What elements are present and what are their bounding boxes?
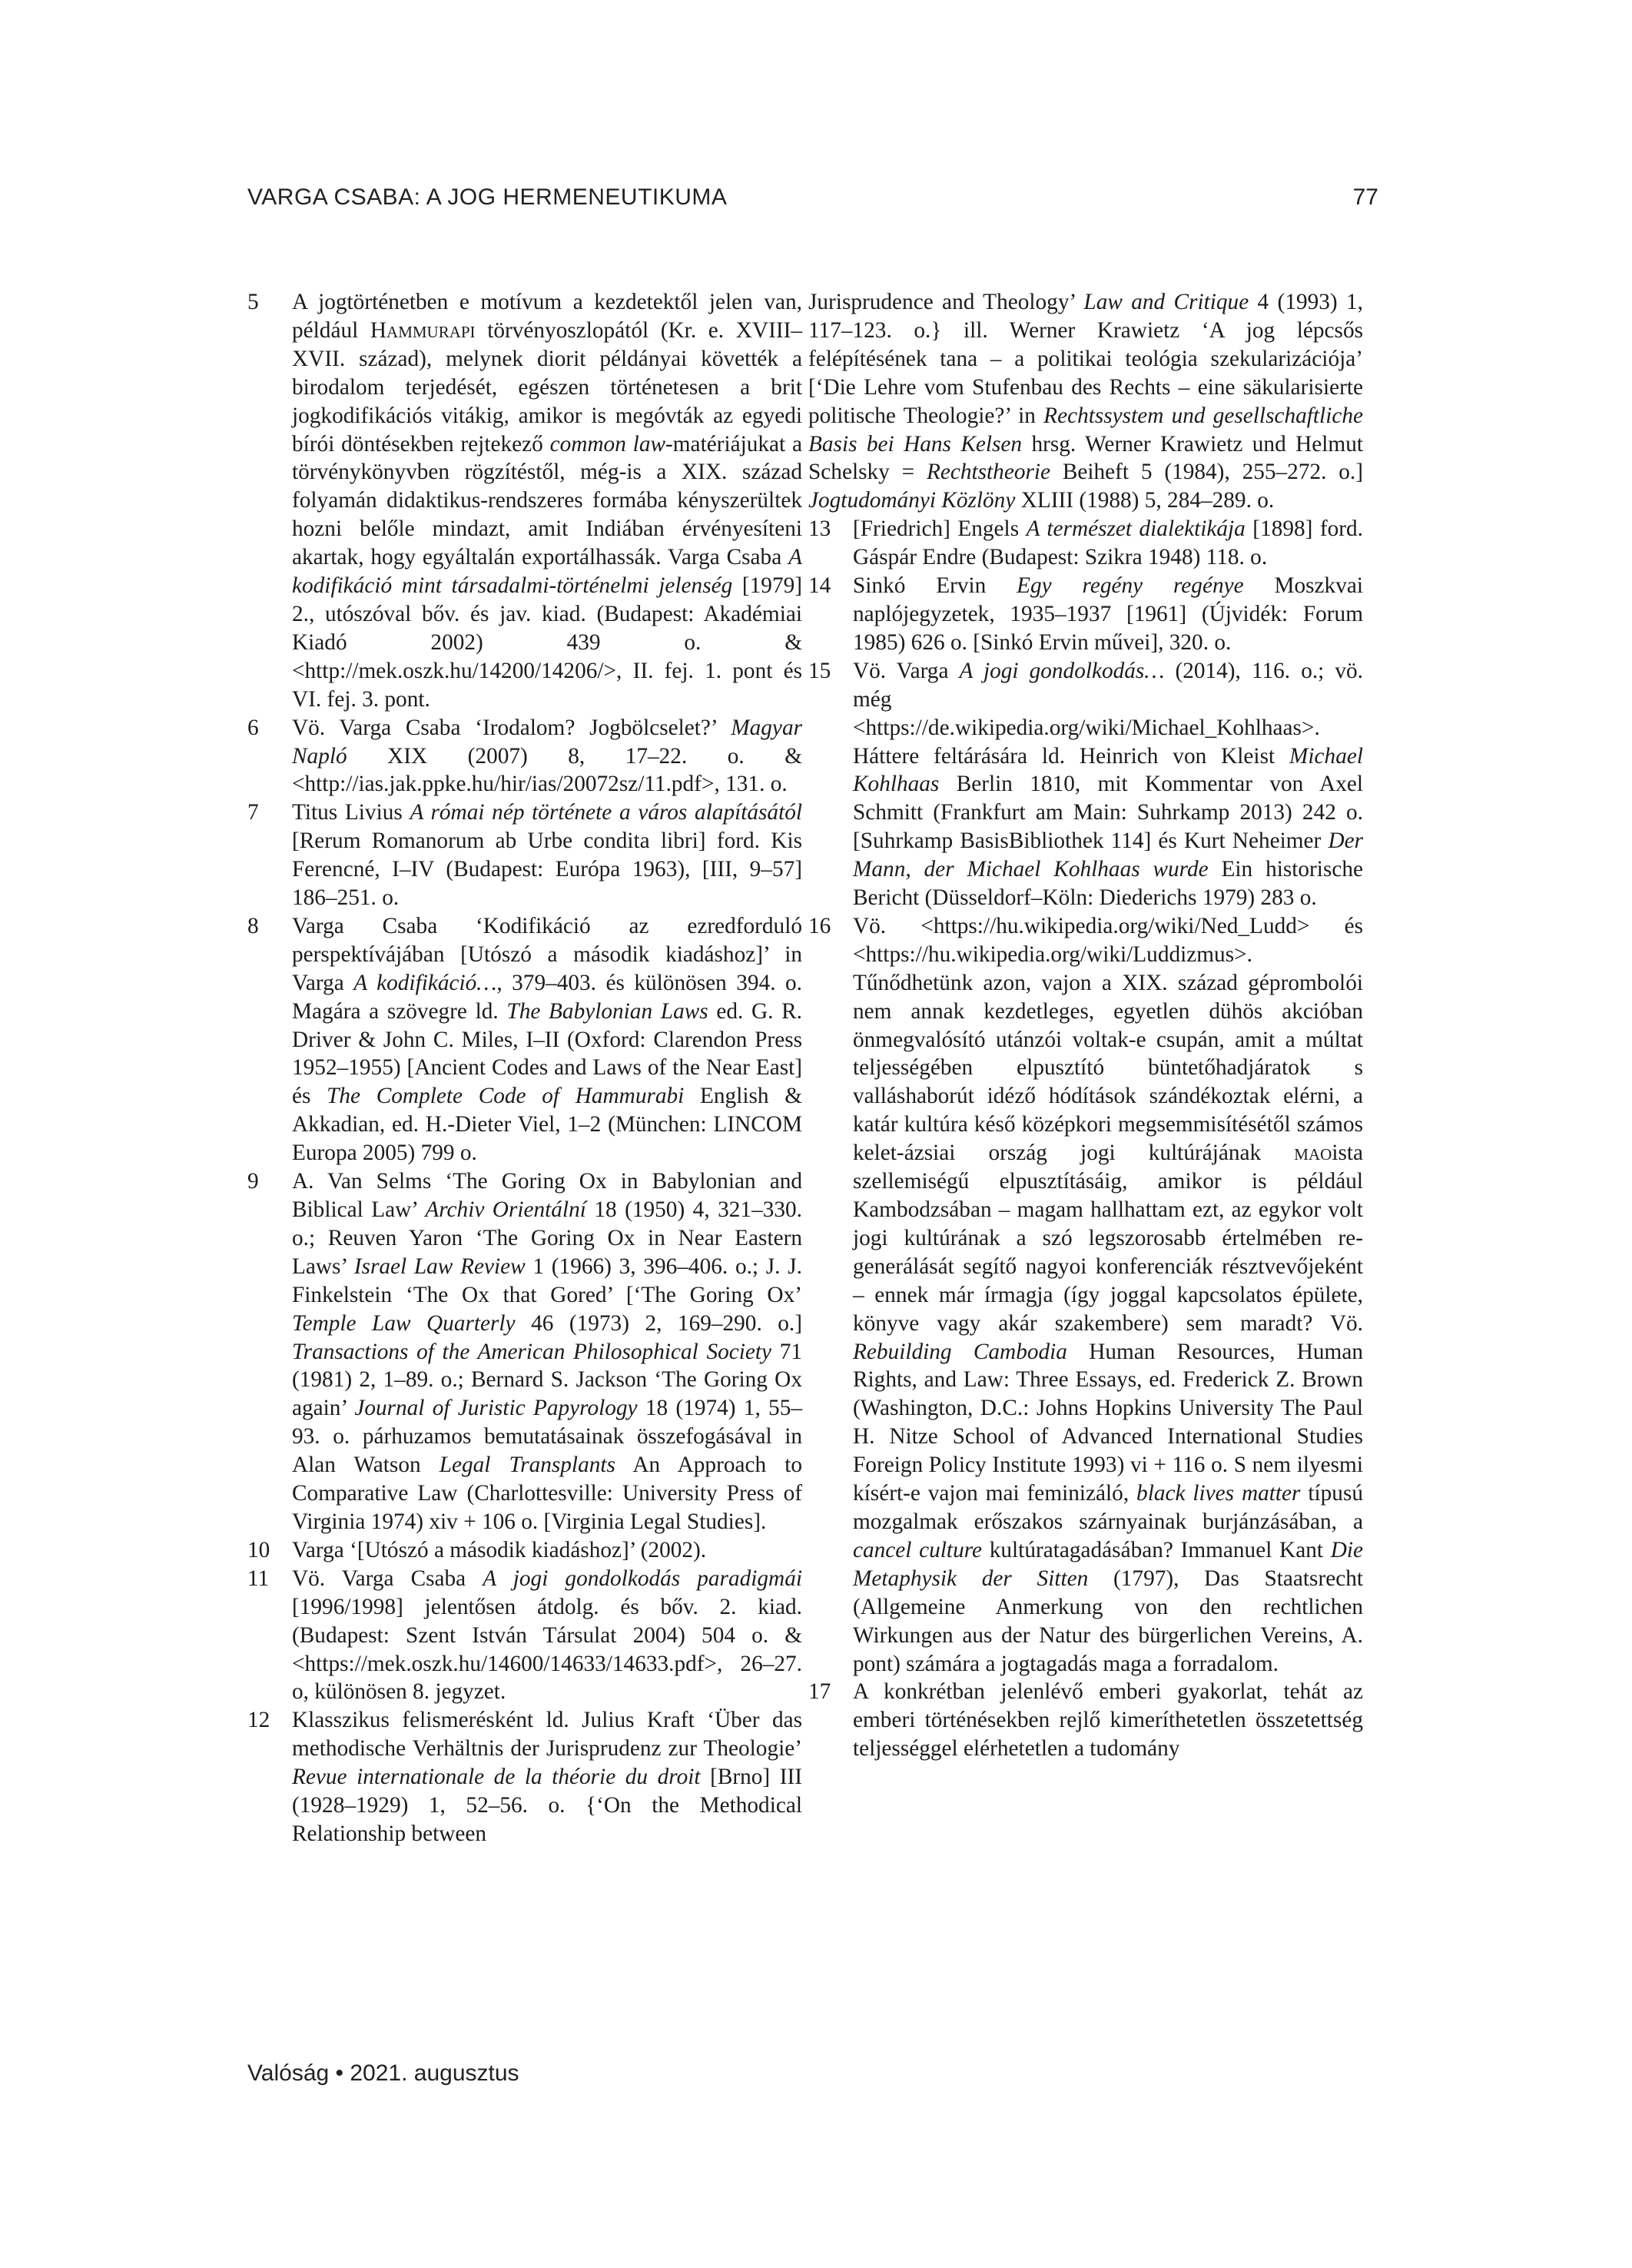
text-run: Vö. Varga xyxy=(853,658,960,683)
text-run: 18 (1974) 1, 55–93. o. párhuzamos bemutatásainak összefogásával in Alan Watson xyxy=(292,1396,803,1478)
italic-title: Temple Law Quarterly xyxy=(292,1310,516,1336)
text-run: Human Resources, Human Rights, and Law: Three Essays, ed. Frederick Z. Brown (Washington, D.C.: Johns Hopkins University The Paul H. Nitze School of Advanced International Studies Foreign Policy Institute 1993) vi + 116 o. S nem ilyesmi kísért-e vajon mai feminizáló, xyxy=(853,1339,1363,1506)
footnote-number: 9 xyxy=(247,1169,259,1194)
text-run: Vö. <https://hu.wikipedia.org/wiki/Ned_Ludd> és <https://hu.wikipedia.org/wiki/Luddizmus>. Tűnődhetünk azon, vajon a XIX. század géprombolói nem annak kezdetleges, egyetlen dühös akcióban önmegvalósító utánzói voltak-e csupán, amit a múltat teljességében elpusztító büntetőhadjáratok s valláshaborút idéző hódítások szándékoztak elérni, a katár kultúra késő középkori megsemmisítésétől számos kelet-ázsiai ország jogi kultúrájának xyxy=(853,913,1363,1166)
text-run: Moszkvai naplójegyzetek, 1935–1937 [1961] (Újvidék: Forum 1985) 626 o. [Sinkó Ervin művei], 320. o. xyxy=(853,573,1363,655)
text-run: [1979] 2., utószóval bőv. és jav. kiad. (Budapest: Akadémiai Kiadó 2002) 439 o. & <http://mek.oszk.hu/14200/14206/>, II. fej. 1. pont és VI. fej. 3. pont. xyxy=(292,573,802,712)
italic-title: Jogtudományi Közlöny xyxy=(808,488,1016,513)
italic-title: Rechtstheorie xyxy=(926,460,1051,485)
italic-title: A természet dialektikája xyxy=(1026,516,1246,542)
text-run: XLIII (1988) 5, 284–289. o. xyxy=(1015,488,1275,513)
italic-title: Law and Critique xyxy=(1083,290,1249,314)
text-run: [Friedrich] Engels xyxy=(853,516,1027,542)
text-run: 18 (1950) 4, 321–330. o.; Reuven Yaron ‘The Goring Ox in Near Eastern Laws’ xyxy=(292,1197,802,1279)
italic-title: A kodifikáció mint társadalmi-történelmi jelenség xyxy=(292,545,802,599)
italic-title: Archiv Orientální xyxy=(425,1197,586,1222)
footnotes-right-column xyxy=(808,288,1363,1763)
footnote-number: 5 xyxy=(247,290,259,314)
footnote-16 xyxy=(808,912,1363,1678)
footnote-number: 16 xyxy=(808,913,831,938)
italic-title: Israel Law Review xyxy=(353,1254,526,1279)
footnote-12 xyxy=(247,1706,802,1848)
footnote-number: 17 xyxy=(808,1679,831,1705)
text-run: 71 (1981) 2, 1–89. o.; Bernard S. Jackson ‘The Goring Ox again’ xyxy=(292,1339,802,1421)
text-run: kultúratagadásában? Immanuel Kant xyxy=(982,1537,1331,1562)
text-run: Berlin 1810, mit Kommentar von Axel Schmitt (Frankfurt am Main: Suhrkamp 2013) 242 o. [Suhrkamp BasisBibliothek 114] és Kurt Neheimer xyxy=(853,772,1363,854)
text-run: [Rerum Romanorum ab Urbe condita libri] ford. Kis Ferencné, I–IV (Budapest: Európa 1963), [III, 9–57] 186–251. o. xyxy=(292,829,802,911)
text-run: (2014), 116. o.; vö. még <https://de.wikipedia.org/wiki/Michael_Kohlhaas>. Háttere feltárására ld. Heinrich von Kleist xyxy=(853,658,1363,769)
page-footer: Valóság • 2021. augusztus xyxy=(247,2060,519,2086)
italic-title: A jogi gondolkodás paradigmái xyxy=(483,1566,802,1591)
small-caps-text: mao xyxy=(1294,1141,1332,1166)
text-run: Klasszikus felismerésként ld. Julius Kraft ‘Über das methodische Verhältnis der Jurisprudenz zur Theologie’ xyxy=(292,1708,802,1762)
text-run: XIX (2007) 8, 17–22. o. & <http://ias.jak.ppke.hu/hir/ias/20072sz/11.pdf>, 131. o. xyxy=(292,743,802,797)
italic-title: Transactions of the American Philosophical Society xyxy=(292,1339,772,1364)
italic-title: A jogi gondolkodás… xyxy=(959,658,1165,683)
footnote-17 xyxy=(808,1678,1363,1763)
footnote-number: 15 xyxy=(808,658,831,683)
text-run: A jogtörténetben e motívum a kezdetektől jelen van, például xyxy=(292,290,802,343)
text-run: hrsg. Werner Krawietz und Helmut Schelsky = xyxy=(808,431,1363,485)
italic-title: Der Mann, der Michael Kohlhaas wurde xyxy=(853,829,1363,882)
text-run: Varga Csaba ‘Kodifikáció az ezredforduló perspektívájában [Utószó a második kiadáshoz]’ in Varga xyxy=(292,913,802,995)
italic-title: The Complete Code of Hammurabi xyxy=(327,1084,685,1109)
text-run: Jurisprudence and Theology’ xyxy=(808,290,1084,314)
text-run: Beiheft 5 (1984), 255–272. o.] xyxy=(1050,460,1363,485)
footnote-5 xyxy=(247,288,802,714)
small-caps-text: Hammurapi xyxy=(370,317,476,343)
italic-title: Journal of Juristic Papyrology xyxy=(354,1396,638,1421)
text-run: 1 (1966) 3, 396–406. o.; J. J. Finkelstein ‘The Ox that Gored’ [‘The Goring Ox’ xyxy=(292,1254,802,1307)
text-run: Varga ‘[Utószó a második kiadáshoz]’ (2002). xyxy=(292,1537,707,1562)
text-run: törvényoszlopától (Kr. e. XVIII–XVII. század), melynek diorit példányai követték a birodalom terjedését, egészen történetesen a brit jogkodifikációs vitákig, amikor is megóvták az egyedi bírói döntésekben rejtekező xyxy=(292,317,802,457)
text-run: Vö. Varga Csaba xyxy=(292,1566,483,1591)
footnotes-left-column xyxy=(247,288,802,1848)
footnote-11 xyxy=(247,1565,802,1707)
italic-title: Magyar Napló xyxy=(292,715,802,769)
text-run: 46 (1973) 2, 169–290. o.] xyxy=(515,1310,803,1336)
italic-title: Legal Transplants xyxy=(439,1453,615,1478)
text-run: ed. G. R. Driver & John C. Miles, I–II (Oxford: Clarendon Press 1952–1955) [Ancient Codes and Laws of the Near East] és xyxy=(292,998,803,1109)
footnote-12-continuation xyxy=(808,288,1363,515)
footnote-15 xyxy=(808,657,1363,912)
italic-title: Egy regény regénye xyxy=(1017,573,1244,599)
text-run: Ein historische Bericht (Düsseldorf–Köln: Diederichs 1979) 283 o. xyxy=(853,857,1363,911)
italic-title: Rechtssystem und gesellschaftliche Basis bei Hans Kelsen xyxy=(808,403,1363,457)
text-run: ista szellemiségű elpusztításáig, amikor is például Kambodzsában – magam hallhattam ezt, az egykor volt jogi kultúrának a szó legszorosabb értelmében re-generálását segítő nagyoi konferenciák résztvevőjeként – ennek már írmagja (így joggal kapcsolatos épülete, könyve vagy akár szakembere) sem maradt? Vö. xyxy=(853,1141,1363,1336)
text-run: Titus Livius xyxy=(292,800,410,825)
footnote-number: 13 xyxy=(808,516,831,542)
footnote-8 xyxy=(247,912,802,1167)
text-run: típusú mozgalmak erőszakos szárnyainak burjánzásában, a xyxy=(853,1481,1363,1534)
italic-title: A római nép története a város alapításától xyxy=(410,800,803,825)
footnote-number: 11 xyxy=(247,1566,270,1591)
italic-title: cancel culture xyxy=(853,1537,983,1562)
page-number: 77 xyxy=(1352,184,1378,210)
footnote-9 xyxy=(247,1167,802,1536)
text-run: [1996/1998] jelentősen átdolg. és bőv. 2. kiad. (Budapest: Szent István Társulat 2004) 504 o. & <https://mek.oszk.hu/14600/14633/14633.pdf>, 26–27. o, különösen 8. jegyzet. xyxy=(292,1594,802,1705)
footnote-14 xyxy=(808,572,1363,657)
text-run: English & Akkadian, ed. H.-Dieter Viel, 1–2 (München: LINCOM Europa 2005) 799 o. xyxy=(292,1084,802,1166)
text-run: (1797), Das Staatsrecht (Allgemeine Anmerkung von den rechtlichen Wirkungen aus der Natur des bürgerlichen Vereins, A. pont) számára a jogtagadás maga a forradalom. xyxy=(853,1566,1363,1676)
text-run: A. Van Selms ‘The Goring Ox in Babylonian and Biblical Law’ xyxy=(292,1169,802,1222)
footnote-number: 8 xyxy=(247,913,259,938)
text-run: [Brno] III (1928–1929) 1, 52–56. o. {‘On the Methodical Relationship between xyxy=(292,1765,803,1846)
italic-title: Michael Kohlhaas xyxy=(853,743,1363,797)
italic-title: black lives matter xyxy=(1136,1481,1301,1506)
text-run: Sinkó Ervin xyxy=(853,573,1017,599)
footnote-number: 12 xyxy=(247,1708,270,1733)
text-run: -matériájukat a törvénykönyvben rögzítéstől, még-is a XIX. század folyamán didaktikus-rendszeres formába kényszerültek hozni belőle mindazt, amit Indiában érvényesíteni akartak, hogy egyáltalán exportálhassák. Varga Csaba xyxy=(292,431,803,570)
footnote-10 xyxy=(247,1536,802,1565)
text-run: An Approach to Comparative Law (Charlottesville: University Press of Virginia 1974) xiv + 106 o. [Virginia Legal Studies]. xyxy=(292,1453,802,1534)
text-run: , 379–403. és különösen 394. o. Magára a szövegre ld. xyxy=(292,970,803,1024)
text-run: [1898] ford. Gáspár Endre (Budapest: Szikra 1948) 118. o. xyxy=(853,516,1363,570)
footnote-13 xyxy=(808,515,1363,572)
italic-title: Rebuilding Cambodia xyxy=(853,1339,1067,1364)
italic-title: The Babylonian Laws xyxy=(506,998,708,1024)
footnote-7 xyxy=(247,799,802,912)
italic-title: common law xyxy=(549,431,666,457)
italic-title: A kodifikáció… xyxy=(353,970,497,995)
text-run: 4 (1993) 1, 117–123. o.} ill. Werner Krawietz ‘A jog lépcsős felépítésének tana – a politikai teológia szekularizációja’ [‘Die Lehre vom Stufenbau des Rechts – eine säkularisierte politische Theologie?’ in xyxy=(808,290,1363,428)
running-header-title: VARGA CSABA: A JOG HERMENEUTIKUMA xyxy=(247,184,728,210)
footnote-number: 6 xyxy=(247,715,259,740)
footnote-number: 10 xyxy=(247,1537,270,1562)
text-run: A konkrétban jelenlévő emberi gyakorlat, tehát az emberi történésekben rejlő kimeríthetetlen összetettség teljességgel elérhetetlen a tudomány xyxy=(853,1679,1363,1762)
italic-title: Die Metaphysik der Sitten xyxy=(853,1537,1363,1591)
footnote-6 xyxy=(247,714,802,799)
footnote-number: 7 xyxy=(247,800,259,825)
text-run: Vö. Varga Csaba ‘Irodalom? Jogbölcselet?’ xyxy=(292,715,731,740)
italic-title: Revue internationale de la théorie du droit xyxy=(292,1765,701,1790)
footnote-number: 14 xyxy=(808,573,831,599)
